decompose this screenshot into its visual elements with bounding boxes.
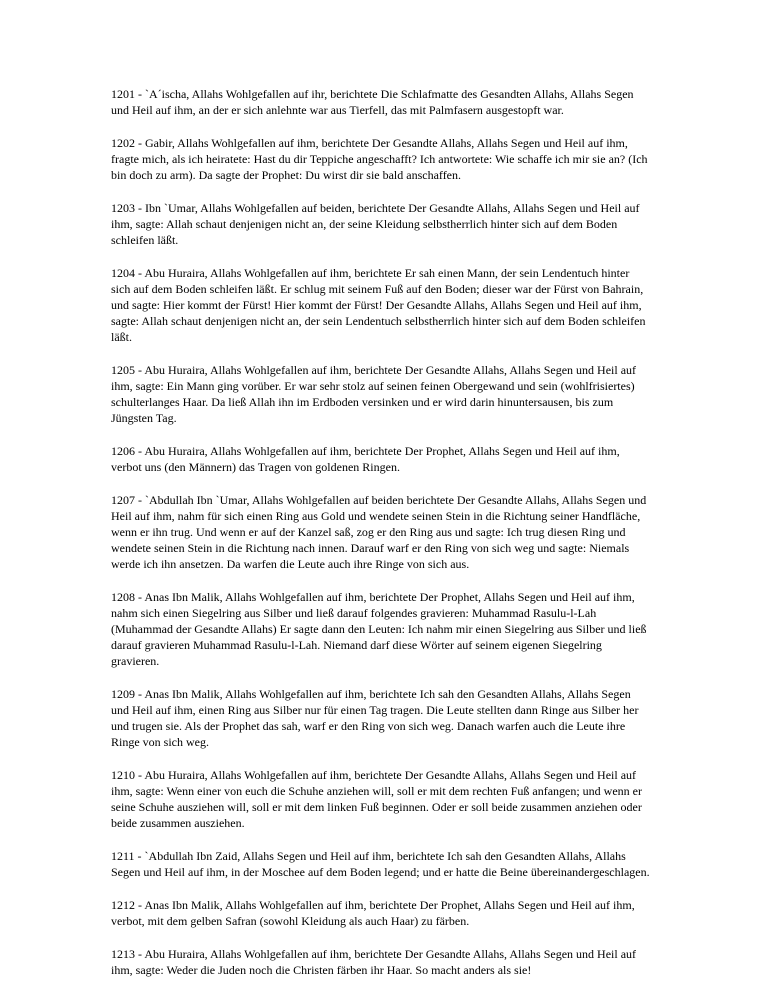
hadith-1207: 1207 - `Abdullah Ibn `Umar, Allahs Wohlgefallen auf beiden berichtete Der Gesandte Allahs, Allahs Segen und Heil auf ihm, nahm für sich einen Ring aus Gold und wendete seinen Stein in die Richtung seiner Handfläche, wenn er ihn trug. Und wenn er auf der Kanzel saß, zog er den Ring aus und sagte: Ich trug diesen Ring und wendete seinen Stein in die Richtung nach innen. Darauf warf er den Ring von sich weg und sagte: Niemals werde ich ihn ansetzen. Da warfen die Leute auch ihre Ringe von sich aus. [111,493,647,571]
hadith-1208: 1208 - Anas Ibn Malik, Allahs Wohlgefallen auf ihm, berichtete Der Prophet, Allahs Segen und Heil auf ihm, nahm sich einen Siegelring aus Silber und ließ darauf folgendes gravieren: Muhammad Rasulu-l-Lah (Muhammad der Gesandte Allahs) Er sagte dann den Leuten: Ich nahm mir einen Siegelring aus Silber und ließ darauf gravieren Muhammad Rasulu-l-Lah. Niemand darf diese Wörter auf seinem eigenen Siegelring gravieren. [111,590,647,668]
hadith-1203: 1203 - Ibn `Umar, Allahs Wohlgefallen auf beiden, berichtete Der Gesandte Allahs, Allahs Segen und Heil auf ihm, sagte: Allah schaut denjenigen nicht an, der seine Kleidung selbstherrlich hinter sich auf dem Boden schleifen läßt. [111,201,640,247]
hadith-1205: 1205 - Abu Huraira, Allahs Wohlgefallen auf ihm, berichtete Der Gesandte Allahs, Allahs Segen und Heil auf ihm, sagte: Ein Mann ging vorüber. Er war sehr stolz auf seinen feinen Obergewand und sein (wohlfrisiertes) schulterlanges Haar. Da ließ Allah ihn im Erdboden versinken und er wird darin hinuntersausen, bis zum Jüngsten Tag. [111,363,637,425]
hadith-1206: 1206 - Abu Huraira, Allahs Wohlgefallen auf ihm, berichtete Der Prophet, Allahs Segen und Heil auf ihm, verbot uns (den Männern) das Tragen von goldenen Ringen. [111,444,620,474]
hadith-1201: 1201 - `A´ischa, Allahs Wohlgefallen auf ihr, berichtete Die Schlafmatte des Gesandten Allahs, Allahs Segen und Heil auf ihm, an der er sich anlehnte war aus Tierfell, das mit Palmfasern ausgestopft war. [111,87,634,117]
hadith-1209: 1209 - Anas Ibn Malik, Allahs Wohlgefallen auf ihm, berichtete Ich sah den Gesandten Allahs, Allahs Segen und Heil auf ihm, einen Ring aus Silber nur für einen Tag tragen. Die Leute stellten dann Ringe aus Silber her und trugen sie. Als der Prophet das sah, warf er den Ring von sich weg. Danach warfen auch die Leute ihre Ringe von sich weg. [111,687,639,749]
document-page [111,86,651,995]
hadith-1212: 1212 - Anas Ibn Malik, Allahs Wohlgefallen auf ihm, berichtete Der Prophet, Allahs Segen und Heil auf ihm, verbot, mit dem gelben Safran (sowohl Kleidung als auch Haar) zu färben. [111,898,635,928]
hadith-1210: 1210 - Abu Huraira, Allahs Wohlgefallen auf ihm, berichtete Der Gesandte Allahs, Allahs Segen und Heil auf ihm, sagte: Wenn einer von euch die Schuhe anziehen will, soll er mit dem rechten Fuß anfangen; und wenn er seine Schuhe ausziehen will, soll er mit dem linken Fuß beginnen. Oder er soll beide zusammen anziehen oder beide zusammen ausziehen. [111,768,642,830]
hadith-1204: 1204 - Abu Huraira, Allahs Wohlgefallen auf ihm, berichtete Er sah einen Mann, der sein Lendentuch hinter sich auf dem Boden schleifen läßt. Er schlug mit seinem Fuß auf den Boden; dieser war der Fürst von Bahrain, und sagte: Hier kommt der Fürst! Hier kommt der Fürst! Der Gesandte Allahs, Allahs Segen und Heil auf ihm, sagte: Allah schaut denjenigen nicht an, der sein Lendentuch selbstherrlich hinter sich auf dem Boden schleifen läßt. [111,266,646,344]
hadith-1213: 1213 - Abu Huraira, Allahs Wohlgefallen auf ihm, berichtete Der Gesandte Allahs, Allahs Segen und Heil auf ihm, sagte: Weder die Juden noch die Christen färben ihr Haar. So macht anders als sie! [111,947,637,977]
hadith-1202: 1202 - Gabir, Allahs Wohlgefallen auf ihm, berichtete Der Gesandte Allahs, Allahs Segen und Heil auf ihm, fragte mich, als ich heiratete: Hast du dir Teppiche angeschafft? Ich antwortete: Wie schaffe ich mir sie an? (Ich bin doch zu arm). Da sagte der Prophet: Du wirst dir sie bald anschaffen. [111,136,648,182]
hadith-1211: 1211 - `Abdullah Ibn Zaid, Allahs Segen und Heil auf ihm, berichtete Ich sah den Gesandten Allahs, Allahs Segen und Heil auf ihm, in der Moschee auf dem Boden legend; und er hatte die Beine übereinandergeschlagen. [111,849,650,879]
